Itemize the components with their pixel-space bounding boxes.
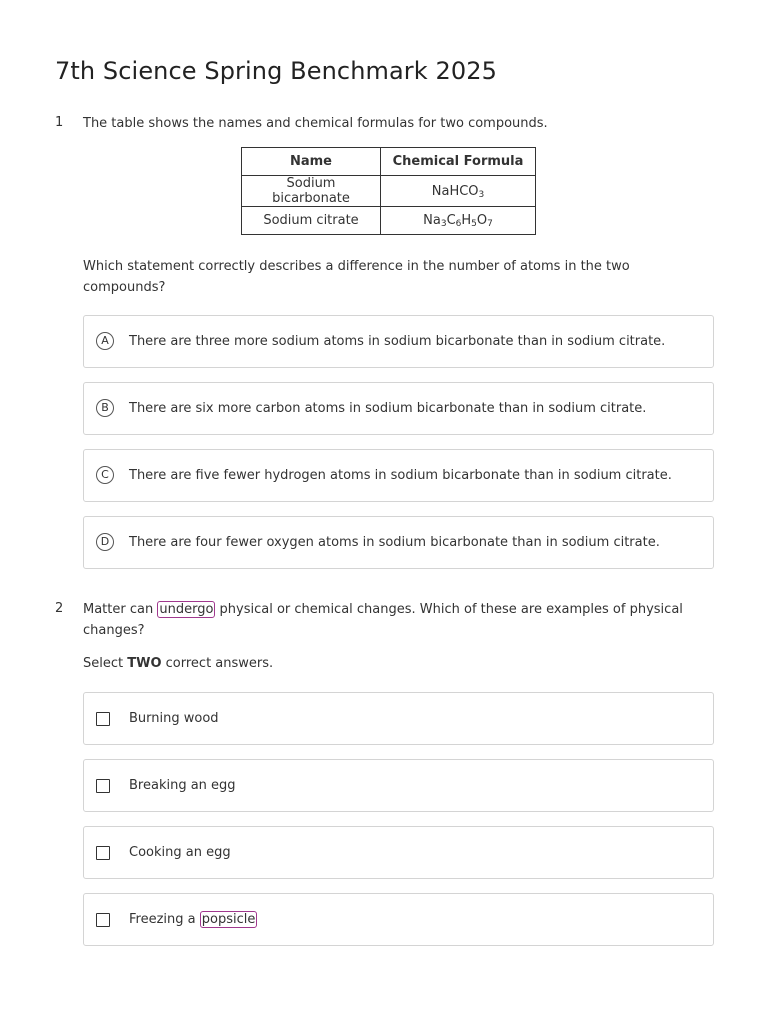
checkbox-option-text: Cooking an egg (129, 845, 231, 860)
table-row (242, 207, 536, 235)
option-letter-c-icon: C (96, 466, 114, 484)
option-text-before-term: Freezing a (129, 912, 200, 927)
page-title: 7th Science Spring Benchmark 2025 (55, 57, 497, 85)
question-1-prompt (83, 256, 673, 298)
answer-option-b[interactable] (83, 382, 714, 435)
checkbox-icon[interactable] (96, 779, 110, 793)
checkbox-option-cooking-egg[interactable] (83, 826, 714, 879)
compounds-table (241, 147, 536, 235)
table-header-formula: Chemical Formula (381, 148, 536, 176)
checkbox-option-burning-wood[interactable] (83, 692, 714, 745)
question-2-instruction (83, 653, 703, 674)
checkbox-option-text (129, 894, 257, 945)
option-c-text: There are five fewer hydrogen atoms in sodium bicarbonate than in sodium citrate. (129, 468, 672, 483)
checkbox-option-text: Breaking an egg (129, 778, 236, 793)
instruction-count: TWO (127, 656, 162, 671)
checkbox-option-text: Burning wood (129, 711, 219, 726)
question-1-prompt-text: Which statement correctly describes a difference in the number of atoms in the two compounds? (83, 259, 630, 295)
question-2-stem-before: Matter can (83, 602, 158, 617)
option-letter-b-icon: B (96, 399, 114, 417)
answer-option-c[interactable] (83, 449, 714, 502)
table-cell-name: Sodium citrate (242, 207, 381, 235)
option-letter-a-icon: A (96, 332, 114, 350)
question-2-stem-after: physical or chemical changes. Which of these are examples of physical changes? (83, 602, 683, 638)
checkbox-icon[interactable] (96, 913, 110, 927)
question-number-2: 2 (55, 601, 64, 616)
question-2-stem (83, 599, 698, 641)
glossary-term-undergo[interactable]: undergo (159, 602, 214, 617)
table-cell-formula: NaHCO$_3$ (381, 176, 536, 207)
table-cell-formula: $Na_3C_6H_5O_7$ (381, 207, 536, 235)
option-letter-d-icon: D (96, 533, 114, 551)
option-b-text: There are six more carbon atoms in sodium bicarbonate than in sodium citrate. (129, 401, 647, 416)
option-a-text: There are three more sodium atoms in sodium bicarbonate than in sodium citrate. (129, 334, 666, 349)
checkbox-option-freezing-popsicle[interactable] (83, 893, 714, 946)
table-row (242, 176, 536, 207)
checkbox-icon[interactable] (96, 712, 110, 726)
option-d-text: There are four fewer oxygen atoms in sodium bicarbonate than in sodium citrate. (129, 535, 660, 550)
glossary-term-popsicle[interactable]: popsicle (201, 912, 256, 927)
table-header-name: Name (242, 148, 381, 176)
table-header-row (242, 148, 536, 176)
question-2-stem-text (83, 599, 698, 641)
table-cell-name: Sodium bicarbonate (242, 176, 381, 207)
checkbox-option-breaking-egg[interactable] (83, 759, 714, 812)
question-number-1: 1 (55, 115, 64, 130)
instruction-suffix: correct answers. (161, 656, 274, 671)
answer-option-d[interactable] (83, 516, 714, 569)
checkbox-icon[interactable] (96, 846, 110, 860)
answer-option-a[interactable] (83, 315, 714, 368)
question-1-intro (83, 113, 703, 134)
question-1-intro-text: The table shows the names and chemical formulas for two compounds. (83, 116, 548, 131)
instruction-prefix: Select (83, 656, 128, 671)
question-2-instruction-text (83, 653, 703, 674)
